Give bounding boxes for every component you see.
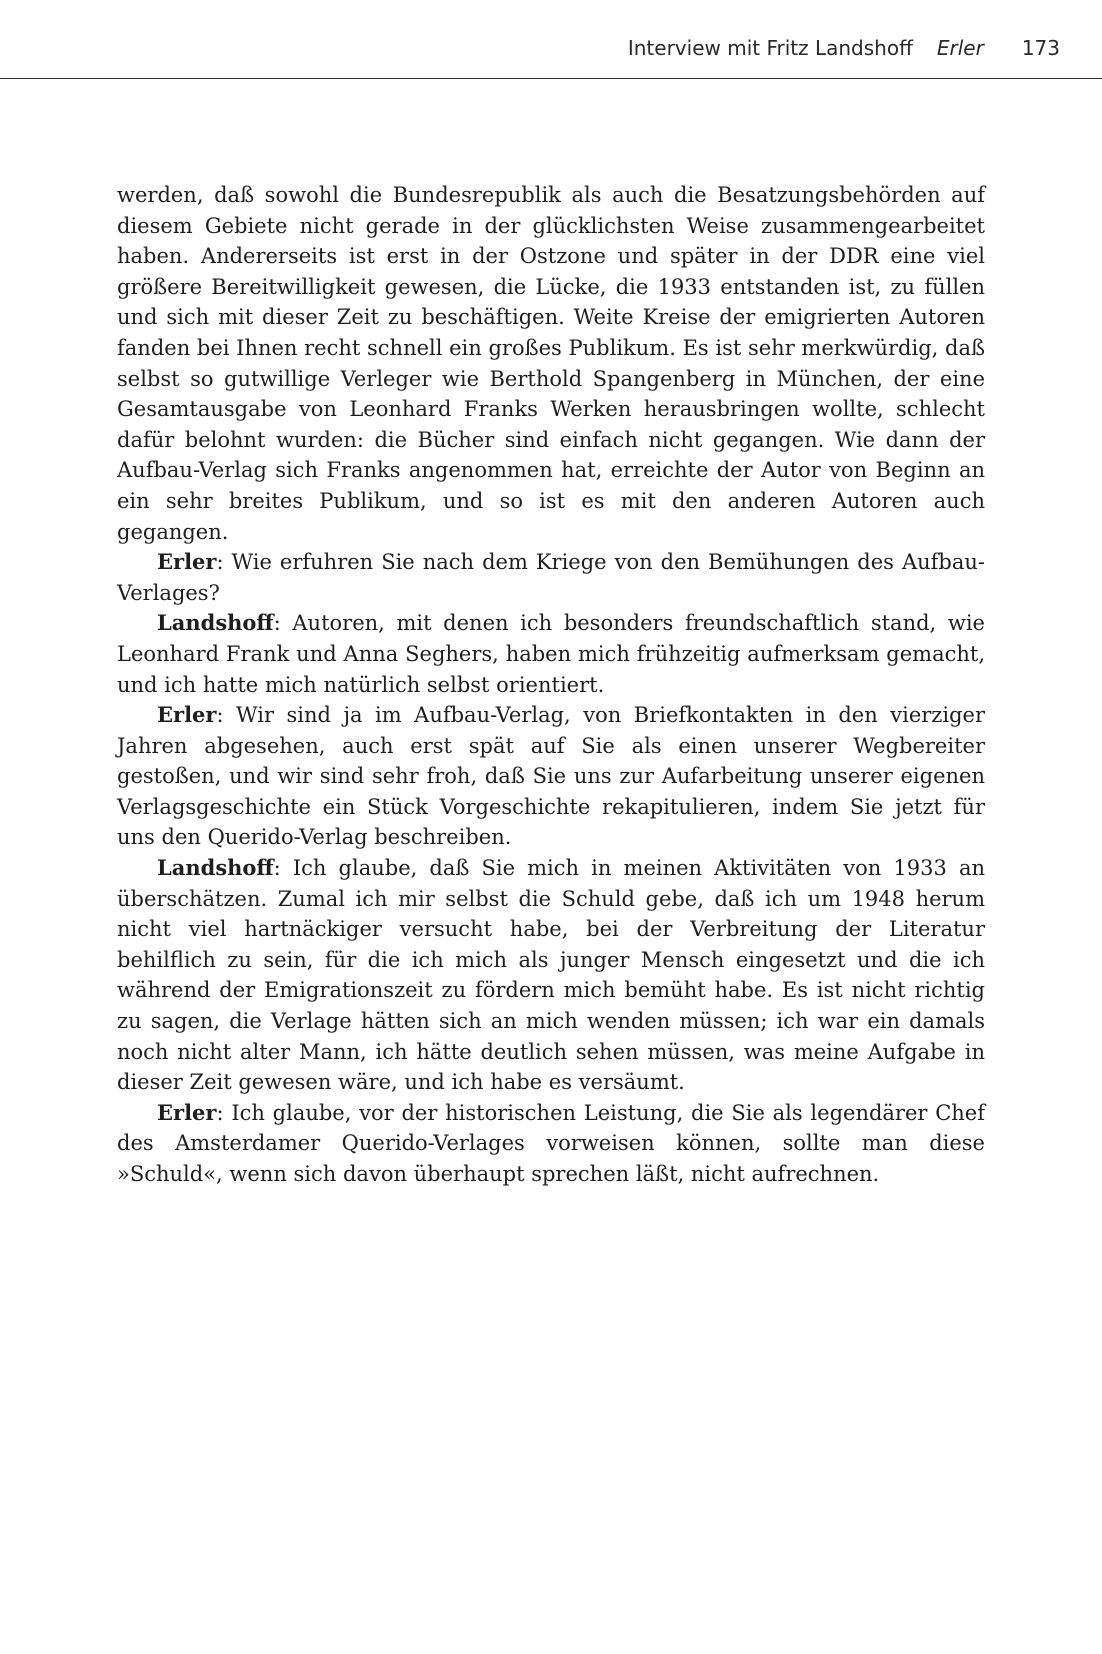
speaker-name: Landshoff (157, 610, 274, 636)
body-text (117, 180, 985, 1190)
page-number: 173 (1021, 36, 1060, 60)
running-header-author: Erler (936, 36, 984, 60)
speaker-name: Erler (157, 1099, 217, 1125)
paragraph-erler-question-3 (117, 1098, 985, 1190)
header-rule (0, 78, 1102, 79)
paragraph-text: : Ich glaube, daß Sie mich in meinen Aktivitäten von 1933 an überschätzen. Zumal ich mir selbst die Schuld gebe, daß ich um 1948 herum nicht viel hartnäckiger versucht habe, bei der Verbreitung der Literatur behilflich zu sein, für die ich mich als junger Mensch eingesetzt und die ich während der Emigrationszeit zu fördern mich bemüht habe. Es ist nicht richtig zu sagen, die Verlage hätten sich an mich wenden müssen; ich war ein damals noch nicht alter Mann, ich hätte deutlich sehen müssen, was meine Aufgabe in dieser Zeit gewesen wäre, und ich habe es versäumt. (117, 856, 985, 1095)
paragraph-landshoff-answer-2 (117, 853, 985, 1098)
paragraph-text: : Autoren, mit denen ich besonders freundschaftlich stand, wie Leonhard Frank und Anna Seghers, haben mich frühzeitig aufmerksam gemacht, und ich hatte mich natürlich selbst orientiert. (117, 611, 985, 697)
speaker-name: Erler (157, 549, 217, 575)
paragraph-text: : Wie erfuhren Sie nach dem Kriege von den Bemühungen des Aufbau-Verlages? (117, 550, 985, 605)
speaker-name: Landshoff (157, 855, 274, 881)
paragraph-continuation (117, 180, 985, 547)
paragraph-text: : Wir sind ja im Aufbau-Verlag, von Briefkontakten in den vierziger Jahren abgesehen, auch erst spät auf Sie als einen unserer Wegbereiter gestoßen, und wir sind sehr froh, daß Sie uns zur Aufarbeitung unserer eigenen Verlagsgeschichte ein Stück Vorgeschichte rekapitulieren, indem Sie jetzt für uns den Querido-Verlag beschreiben. (117, 703, 985, 850)
running-header-title: Interview mit Fritz Landshoff (627, 36, 913, 60)
paragraph-text: werden, daß sowohl die Bundesrepublik als auch die Besatzungsbehörden auf diesem Gebiete nicht gerade in der glücklichsten Weise zusammengearbeitet haben. Andererseits ist erst in der Ostzone und später in der DDR eine viel größere Bereitwilligkeit gewesen, die Lücke, die 1933 entstanden ist, zu füllen und sich mit dieser Zeit zu beschäftigen. Weite Kreise der emigrierten Autoren fanden bei Ihnen recht schnell ein großes Publikum. Es ist sehr merkwürdig, daß selbst so gutwillige Verleger wie Berthold Spangenberg in München, der eine Gesamtausgabe von Leonhard Franks Werken herausbringen wollte, schlecht dafür belohnt wurden: die Bücher sind einfach nicht gegangen. Wie dann der Aufbau-Verlag sich Franks angenommen hat, erreichte der Autor von Beginn an ein sehr breites Publikum, und so ist es mit den anderen Autoren auch gegangen. (117, 183, 985, 544)
running-header (628, 36, 1060, 64)
speaker-name: Erler (157, 702, 217, 728)
paragraph-text: : Ich glaube, vor der historischen Leistung, die Sie als legendärer Chef des Amsterdamer Querido-Verlages vorweisen können, sollte man diese »Schuld«, wenn sich davon überhaupt sprechen läßt, nicht aufrechnen. (117, 1100, 985, 1186)
paragraph-erler-question-2 (117, 700, 985, 853)
paragraph-erler-question-1 (117, 547, 985, 608)
paragraph-landshoff-answer-1 (117, 608, 985, 700)
